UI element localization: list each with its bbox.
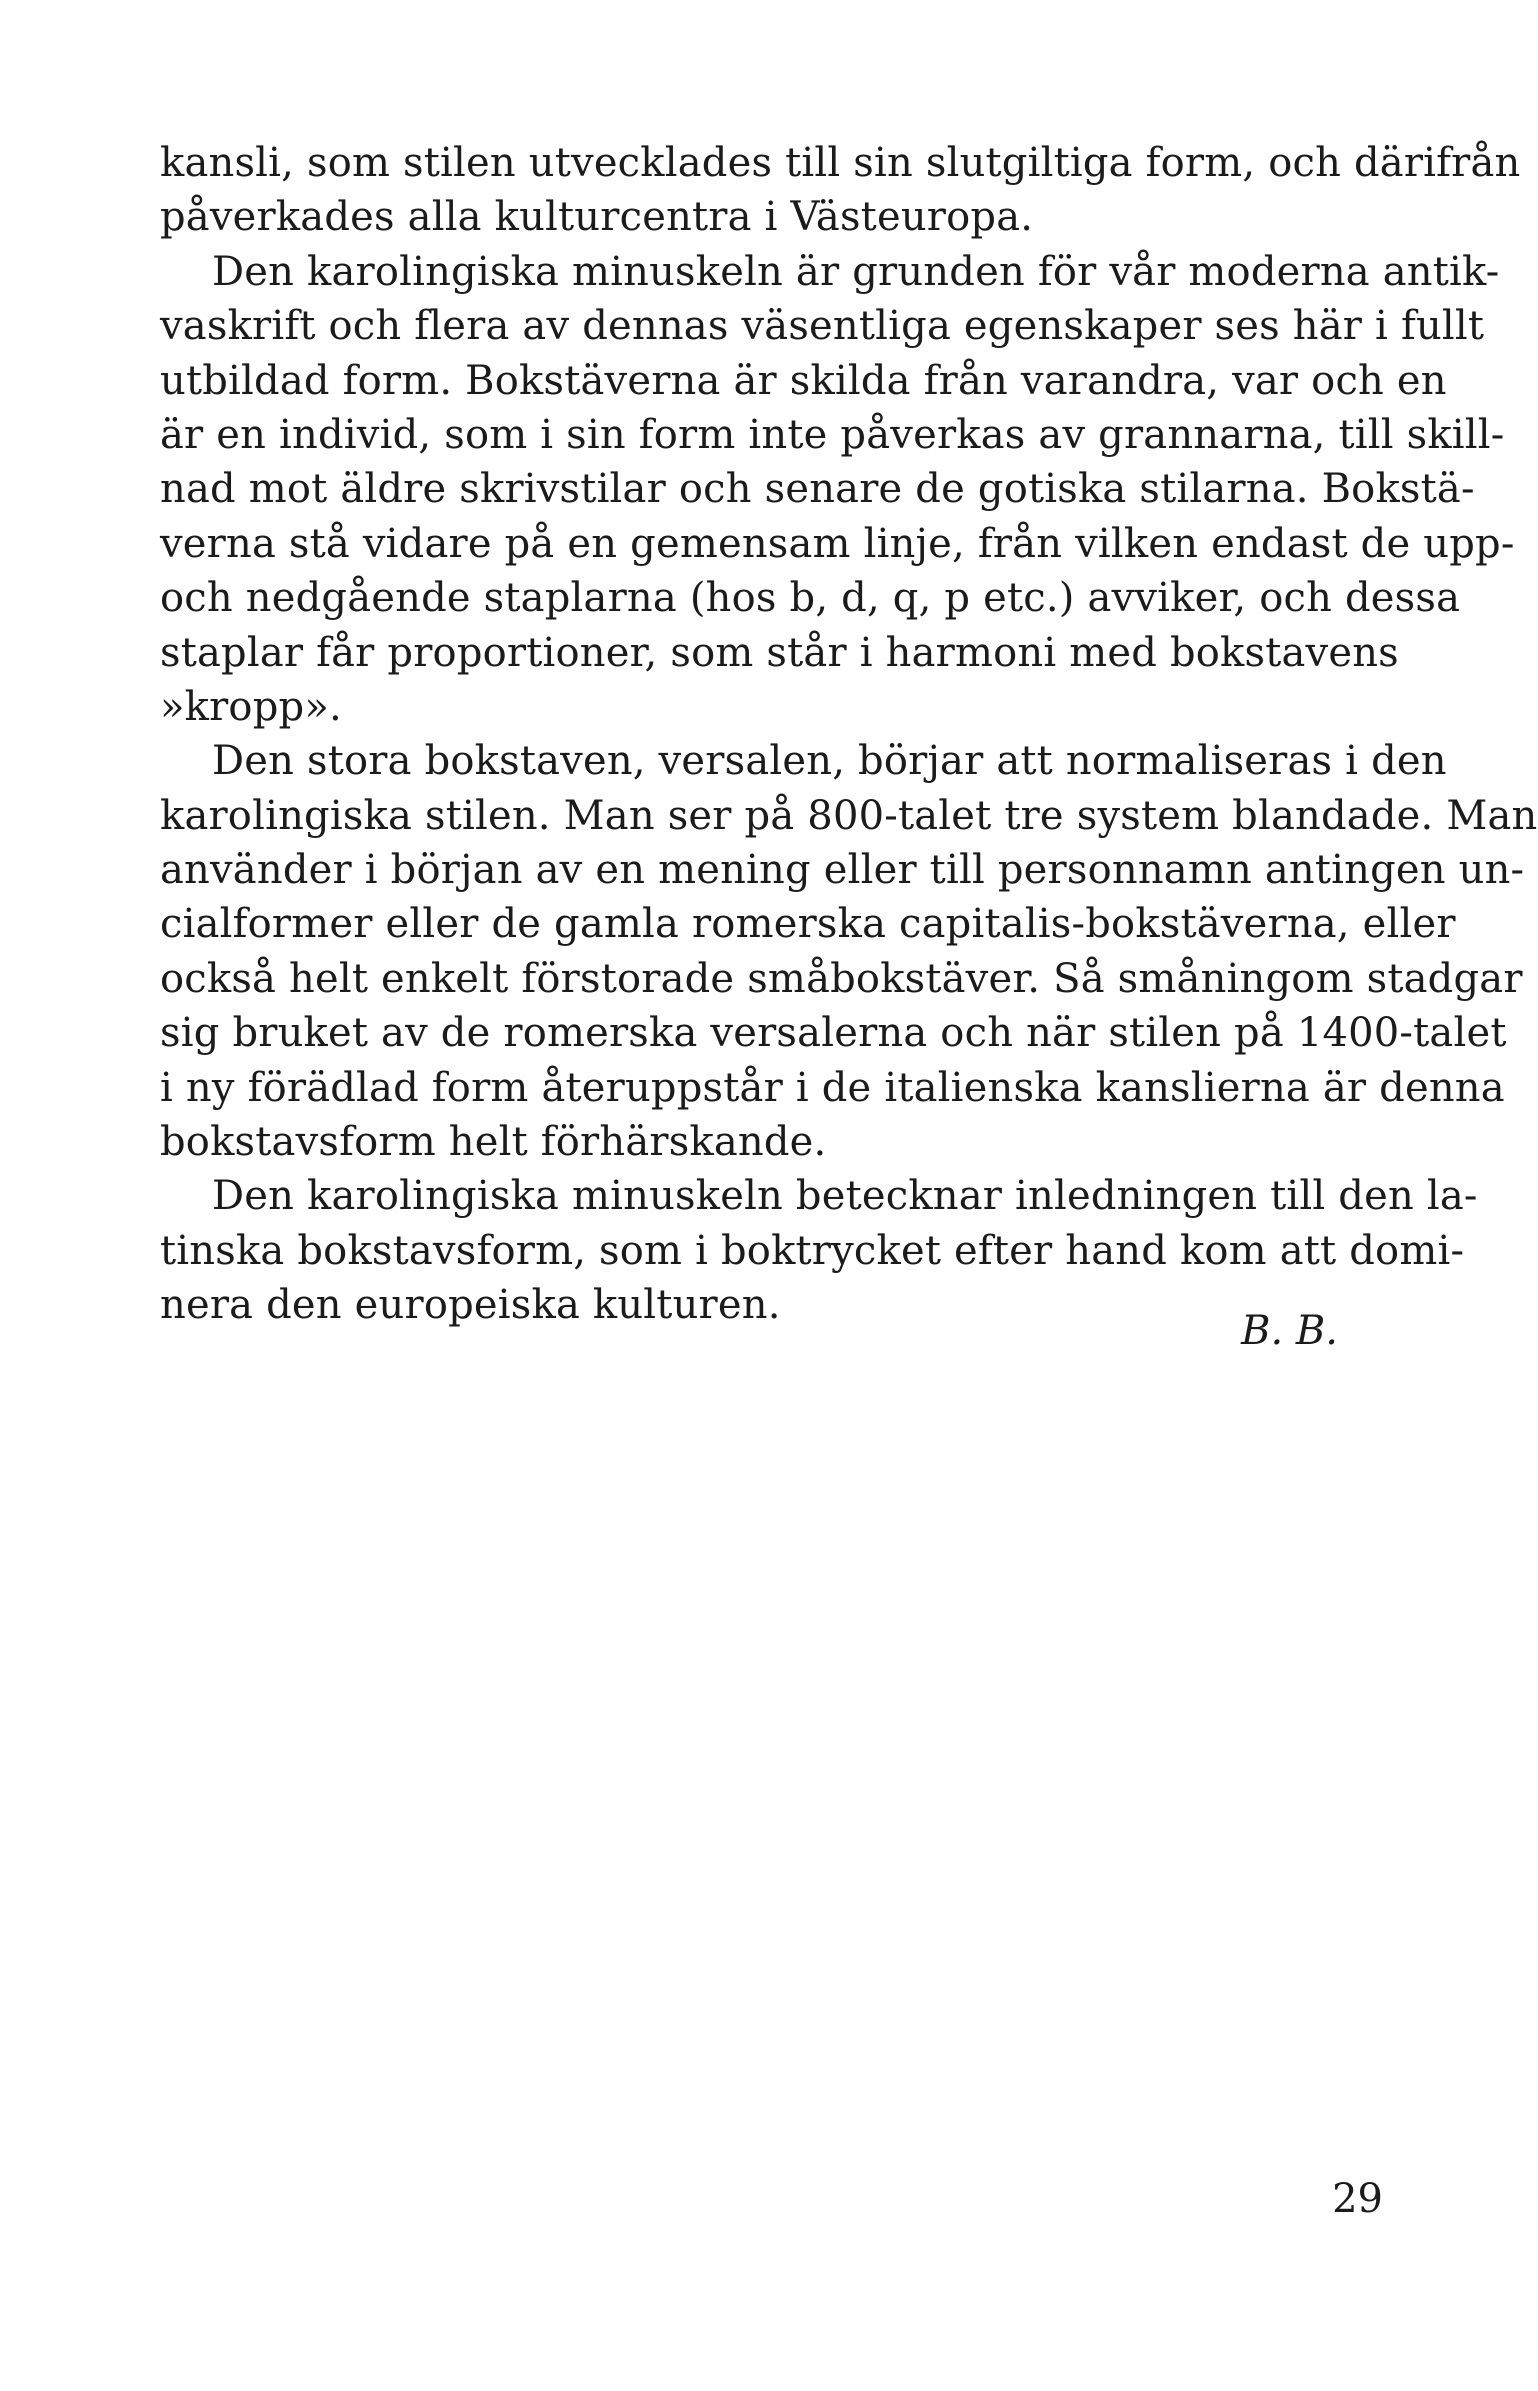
text-line: tinska bokstavsform, som i boktrycket efter hand kom att domi- [160, 1227, 1465, 1274]
text-line: »kropp». [160, 683, 342, 730]
text-line: staplar får proportioner, som står i harmoni med bokstavens [160, 629, 1399, 676]
text-line: bokstavsform helt förhärskande. [160, 1119, 827, 1166]
text-line: sig bruket av de romerska versalerna och när stilen på 1400-talet [160, 1010, 1507, 1057]
text-line: i ny förädlad form återuppstår i de italienska kanslierna är denna [160, 1064, 1505, 1111]
text-line: utbildad form. Bokstäverna är skilda från varandra, var och en [160, 357, 1447, 404]
text-line: använder i början av en mening eller till personnamn antingen un- [160, 847, 1525, 894]
text-line: Den karolingiska minuskeln betecknar inledningen till den la- [212, 1173, 1478, 1220]
text-line: vaskrift och flera av dennas väsentliga egenskaper ses här i fullt [160, 303, 1485, 350]
text-line: karolingiska stilen. Man ser på 800-talet tre system blandade. Man [160, 792, 1538, 839]
text-line: påverkades alla kulturcentra i Västeuropa. [160, 194, 1034, 241]
text-line: och nedgående staplarna (hos b, d, q, p etc.) avviker, och dessa [160, 575, 1461, 622]
text-line: Den stora bokstaven, versalen, börjar att normaliseras i den [212, 738, 1447, 785]
text-line: nad mot äldre skrivstilar och senare de gotiska stilarna. Bokstä- [160, 466, 1475, 513]
author-signature: B. B. [1241, 1308, 1338, 1354]
text-line: cialformer eller de gamla romerska capitalis-bokstäverna, eller [160, 901, 1456, 948]
body-text [160, 136, 1538, 1333]
page-number: 29 [1332, 2176, 1383, 2222]
text-line: kansli, som stilen utvecklades till sin slutgiltiga form, och därifrån [160, 140, 1521, 186]
text-line: nera den europeiska kulturen. [160, 1282, 781, 1329]
text-line: också helt enkelt förstorade småbokstäver. Så småningom stadgar [160, 955, 1523, 1002]
text-line: Den karolingiska minuskeln är grunden för vår moderna antik- [212, 248, 1500, 295]
text-line: verna stå vidare på en gemensam linje, från vilken endast de upp- [160, 520, 1515, 567]
text-line: är en individ, som i sin form inte påverkas av grannarna, till skill- [160, 411, 1505, 458]
